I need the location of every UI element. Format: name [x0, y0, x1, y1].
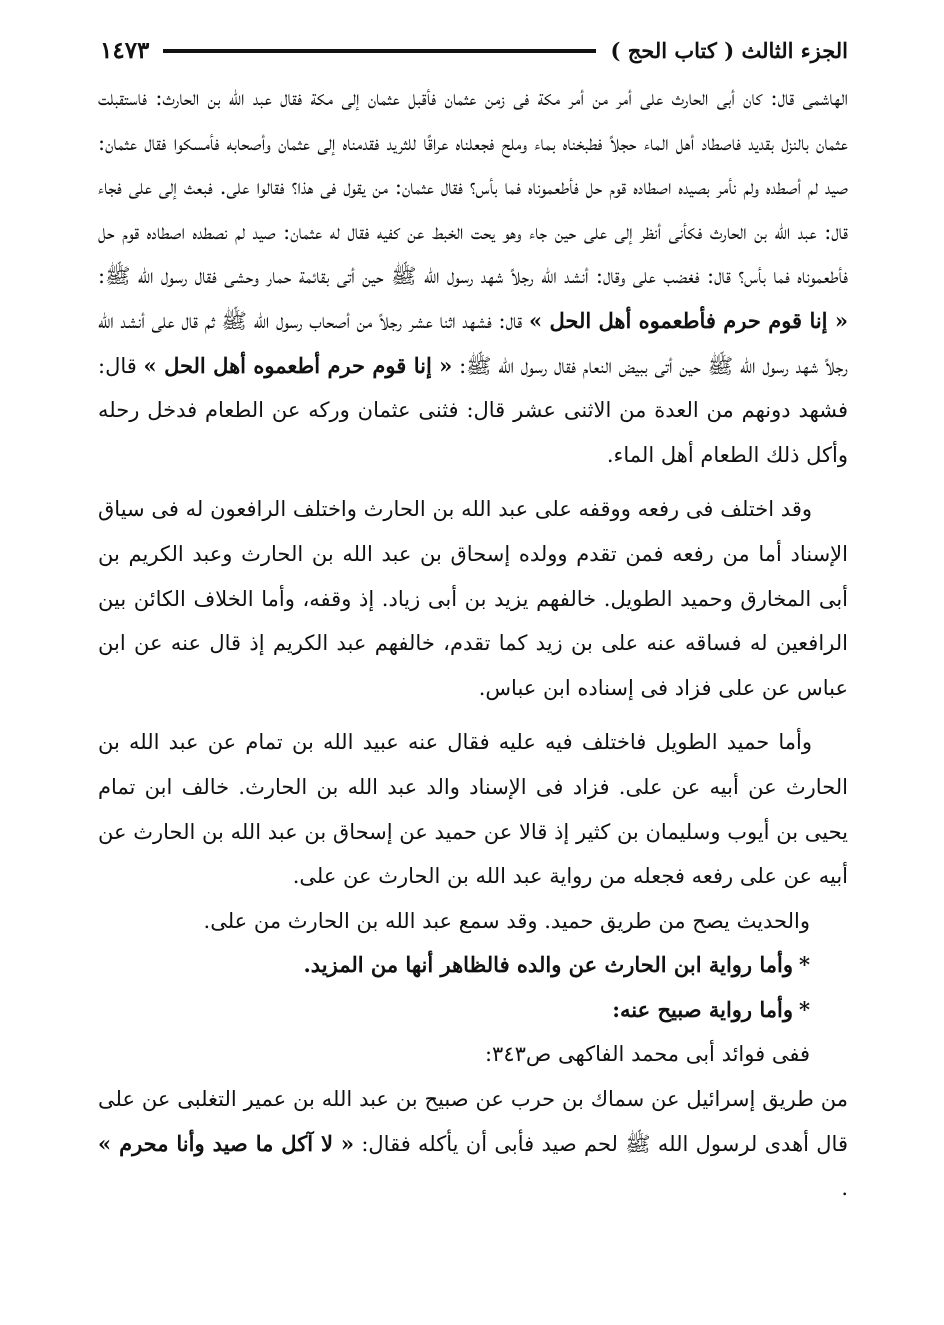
- narration-text-2: قال: فشهد اثنا عشر رجلاً من أصحاب رسول الله ﷺ ثم قال على أنشد الله رجلاً شهد رسول الله ﷺ حين أتى ببيض النعام فقال رسول الله ﷺ:: [98, 308, 848, 378]
- paragraph-conclusion: والحديث يصح من طريق حميد. وقد سمع عبد الله بن الحارث من على.: [203, 908, 810, 933]
- page-header: [100, 30, 848, 70]
- section-heading-text: وأما رواية صبيح عنه:: [612, 996, 794, 1022]
- section-heading-text: وأما رواية ابن الحارث عن والده فالظاهر أنها من المزيد.: [303, 952, 794, 978]
- header-rule: [163, 49, 596, 53]
- asterisk-marker: *: [799, 996, 810, 1022]
- paragraph-humaid: وأما حميد الطويل فاختلف فيه عليه فقال عنه عبيد الله بن تمام عن عبد الله بن الحارث عن أبيه عن على. فزاد فى الإسناد والد عبد الله بن الحارث. خالف ابن تمام يحيى بن أيوب وسليمان بن كثير إذ قالا عن حميد عن إسحاق بن عبد الله بن الحارث عن أبيه عن على رفعه فجعله من رواية عبد الله بن الحارث عن على.: [98, 730, 848, 889]
- hadith-quote-3: « لا آكل ما صيد وأنا محرم »: [98, 1130, 355, 1156]
- paragraph-isnad-difference: وقد اختلف فى رفعه ووقفه على عبد الله بن الحارث واختلف الرافعون له فى سياق الإسناد أما من رفعه فمن تقدم وولده إسحاق بن عبد الله بن الحارث وعبد الكريم بن أبى المخارق وحميد الطويل. خالفهم يزيد بن أبى زياد. إذ وقفه، وأما الخلاف الكائن بين الرافعين له فساقه عنه على بن زيد كما تقدم، خالفهم عبد الكريم إذ قال عنه عن ابن عباس عن على فزاد فى إسناده ابن عباس.: [98, 497, 848, 700]
- hadith-quote-1: « إنا قوم حرم فأطعموه أهل الحل »: [529, 307, 848, 333]
- running-title: الجزء الثالث ( كتاب الحج ): [610, 37, 848, 63]
- source-reference: ففى فوائد أبى محمد الفاكهى ص٣٤٣:: [484, 1042, 810, 1067]
- paragraph-final-hadith: [98, 1077, 848, 1211]
- final-hadith-text: من طريق إسرائيل عن سماك بن حرب عن صبيح بن عبد الله بن عمير التغلبى عن على قال أهدى لرسول الله ﷺ لحم صيد فأبى أن يأكله فقال:: [98, 1087, 848, 1156]
- narration-text-3: قال: فشهد دونهم من العدة من الاثنى عشر قال: فثنى عثمان وركه عن الطعام فدخل رحله وأكل ذلك الطعام أهل الماء.: [98, 353, 848, 467]
- section-heading-subayh: [98, 988, 848, 1033]
- narration-text-1: الهاشمى قال: كان أبى الحارث على أمر من أمر مكة فى زمن عثمان فأقبل عثمان إلى مكة فقال عبد الله بن الحارث: فاستقبلت عثمان بالنزل بقديد فاصطاد أهل الماء حجلاً فطبخناه بماء وملح فجعلناه عراقًا للثريد فقدمناه إلى عثمان وأصحابه فأمسكوا فقال عثمان: صيد لم أصطده ولم نأمر بصيده اصطاده قوم حل فأطعموناه فما بأس؟ فقال عثمان: من يقول فى هذا؟ فقالوا على. فبعث إلى على فجاء قال: عبد الله بن الحارث فكأنى أنظر إلى على حين جاء وهو يحت الخبط عن كفيه فقال له عثمان: صيد لم نصطده اصطاده قوم حل فأطعموناه فما بأس؟ قال: فغضب على وقال: أنشد الله رجلاً شهد رسول الله ﷺ حين أتى بقائمة حمار وحشى فقال رسول الله ﷺ:: [98, 86, 848, 289]
- paragraph-narration: [98, 76, 848, 477]
- hadith-quote-2: « إنا قوم حرم أطعموه أهل الحل »: [143, 352, 453, 378]
- final-period: .: [841, 1176, 848, 1201]
- asterisk-marker: *: [799, 952, 810, 978]
- page-body: [98, 76, 848, 1211]
- section-heading-ibn-harith: [98, 943, 848, 988]
- page-number: ١٤٧٣: [100, 36, 150, 64]
